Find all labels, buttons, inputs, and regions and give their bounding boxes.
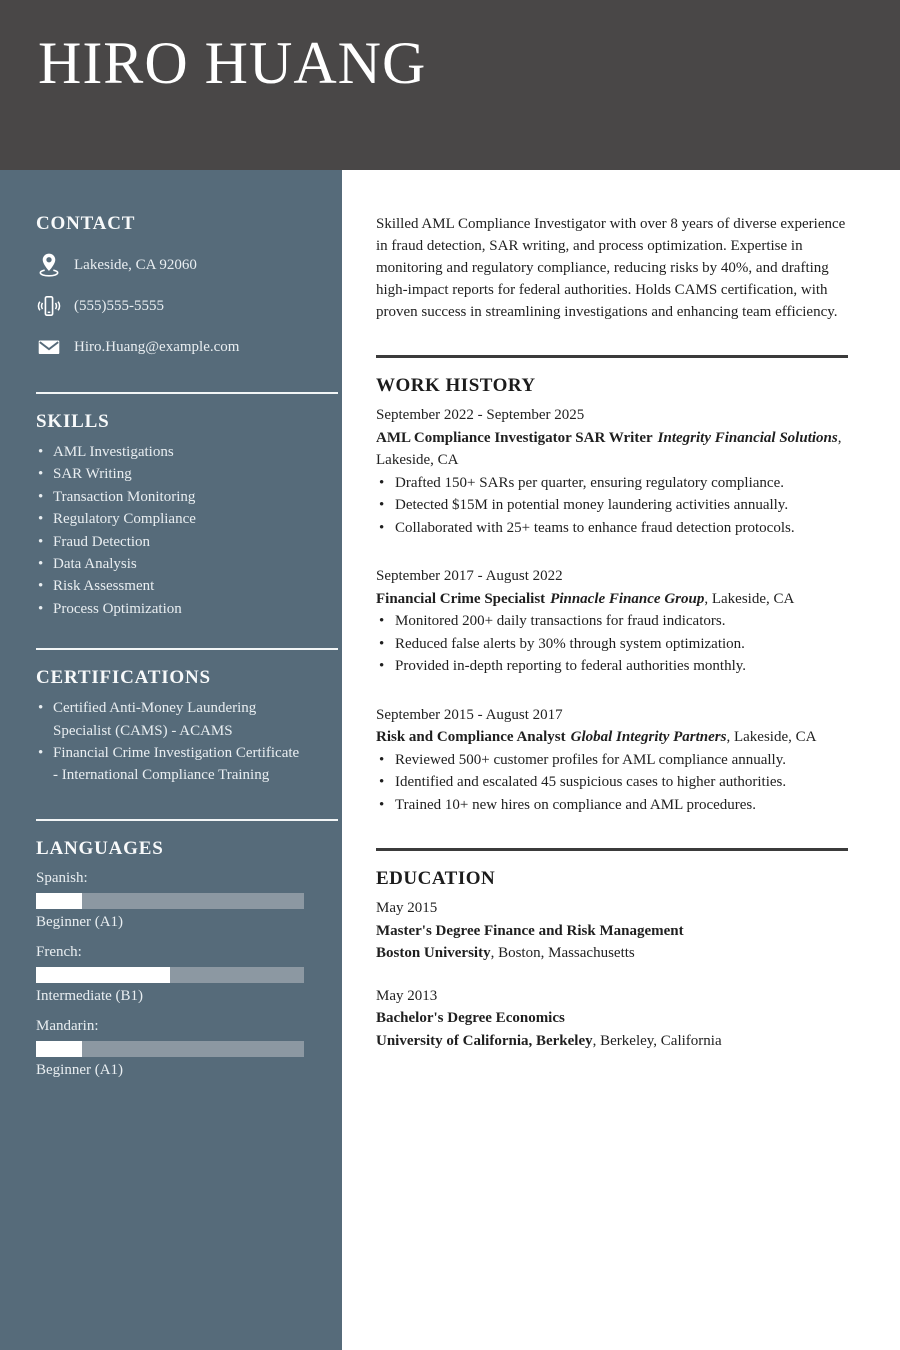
skill-item: • Risk Assessment [36,575,306,597]
job-bullet: • Provided in-depth reporting to federal authorities monthly. [376,655,848,678]
languages-list [36,868,306,1080]
skill-item: • Process Optimization [36,598,306,620]
job-company: Integrity Financial Solutions [657,429,838,446]
job-location: Lakeside, CA [711,590,795,607]
education-school: University of California, Berkeley [376,1032,593,1049]
language-progress-track [36,967,304,983]
job-bullet: • Reviewed 500+ customer profiles for AML compliance annually. [376,749,848,772]
comma-separator: , [837,429,842,446]
education-degree: Bachelor's Degree Economics [376,1010,565,1026]
certifications-list [36,697,306,787]
language-item-spanish [36,868,306,932]
job-entry [376,404,848,539]
contact-item-location [36,248,306,282]
sidebar [0,170,342,1350]
education-date: May 2013 [376,987,438,1004]
contact-list [36,248,306,364]
skill-item: • AML Investigations [36,441,306,463]
main-column [342,170,900,1350]
language-progress-track [36,1041,304,1057]
language-progress-fill [36,967,170,983]
job-bullet: • Collaborated with 25+ teams to enhance fraud detection protocols. [376,517,848,540]
sidebar-divider [36,648,338,650]
education-location: Boston, Massachusetts [498,945,635,961]
job-title-line [376,726,848,749]
job-bullet-list [376,610,848,678]
comma-separator: , [592,1032,601,1049]
contact-item-phone [36,289,306,323]
job-title: Risk and Compliance Analyst [376,729,566,745]
job-bullet: • Monitored 200+ daily transactions for fraud indicators. [376,610,848,633]
certification-item: • Certified Anti-Money Laundering Specialist (CAMS) - ACAMS [36,697,306,742]
skills-heading: SKILLS [36,411,110,432]
certification-item: • Financial Crime Investigation Certificate - International Compliance Training [36,742,306,787]
language-progress-fill [36,1041,82,1057]
job-dates: September 2015 - August 2017 [376,706,563,723]
language-item-french [36,942,306,1006]
job-title: Financial Crime Specialist [376,590,546,607]
job-dates: September 2017 - August 2022 [376,568,563,584]
language-name: Mandarin: [36,1017,99,1034]
skill-item: • Regulatory Compliance [36,508,306,530]
contact-phone-text: (555)555-5555 [74,297,164,314]
skill-item: • Transaction Monitoring [36,486,306,508]
languages-heading: LANGUAGES [36,837,164,859]
job-entry [376,565,848,678]
language-progress-track [36,893,304,909]
education-entry [376,897,848,965]
sidebar-divider [36,819,338,821]
education-degree: Master's Degree Finance and Risk Management [376,922,684,939]
job-bullet: • Drafted 150+ SARs per quarter, ensuring regulatory compliance. [376,472,848,495]
header-band [0,0,900,170]
job-bullet: • Detected $15M in potential money laundering activities annually. [376,494,848,517]
job-bullet: • Identified and escalated 45 suspicious cases to higher authorities. [376,771,848,794]
job-title-line [376,588,848,611]
language-item-mandarin [36,1016,306,1080]
language-progress-fill [36,893,82,909]
email-icon [36,334,62,360]
sidebar-divider [36,392,338,394]
language-level: Beginner (A1) [36,1061,124,1078]
contact-heading: CONTACT [36,213,136,234]
education-school: Boston University [376,945,491,961]
skill-item: • Fraud Detection [36,531,306,553]
comma-separator: , [726,729,734,745]
job-entry [376,704,848,817]
education-location: Berkeley, California [600,1032,722,1049]
person-name: HIRO HUANG [38,30,427,96]
job-title-line [376,427,848,472]
language-level: Intermediate (B1) [36,987,144,1004]
education-entry [376,985,848,1053]
section-divider [376,355,848,358]
language-level: Beginner (A1) [36,913,124,930]
job-dates: September 2022 - September 2025 [376,407,585,423]
comma-separator: , [490,945,499,961]
contact-email-text: Hiro.Huang@example.com [74,338,240,355]
work-history-heading: WORK HISTORY [376,375,536,396]
job-company: Pinnacle Finance Group [550,590,705,607]
contact-item-email [36,330,306,364]
job-location: Lakeside, CA [733,729,817,745]
skills-list [36,441,306,620]
education-date: May 2015 [376,900,438,916]
section-divider [376,848,848,851]
education-school-line [376,942,848,965]
comma-separator: , [704,590,712,607]
education-heading: EDUCATION [376,868,496,889]
job-bullet: • Reduced false alerts by 30% through system optimization. [376,633,848,656]
job-bullet-list [376,749,848,817]
location-pin-icon [36,252,62,278]
job-location: Lakeside, CA [376,452,459,468]
job-bullet: • Trained 10+ new hires on compliance and AML procedures. [376,794,848,817]
language-name: Spanish: [36,869,88,886]
contact-location-text: Lakeside, CA 92060 [74,256,197,273]
language-name: French: [36,943,82,960]
job-bullet-list [376,472,848,540]
phone-icon [36,293,62,319]
skill-item: • SAR Writing [36,463,306,485]
certifications-heading: CERTIFICATIONS [36,667,211,689]
education-school-line [376,1030,848,1053]
job-company: Global Integrity Partners [570,729,727,745]
skill-item: • Data Analysis [36,553,306,575]
job-title: AML Compliance Investigator SAR Writer [376,429,653,446]
professional-summary: Skilled AML Compliance Investigator with over 8 years of diverse experience in fraud detection, SAR writing, and process optimization. Expertise in monitoring and regulatory compliance, reducing risks by 40%, and drafting high-impact reports for federal authorities. Holds CAMS certification, with proven success in streamlining investigations and enhancing team efficiency. [376,216,846,320]
